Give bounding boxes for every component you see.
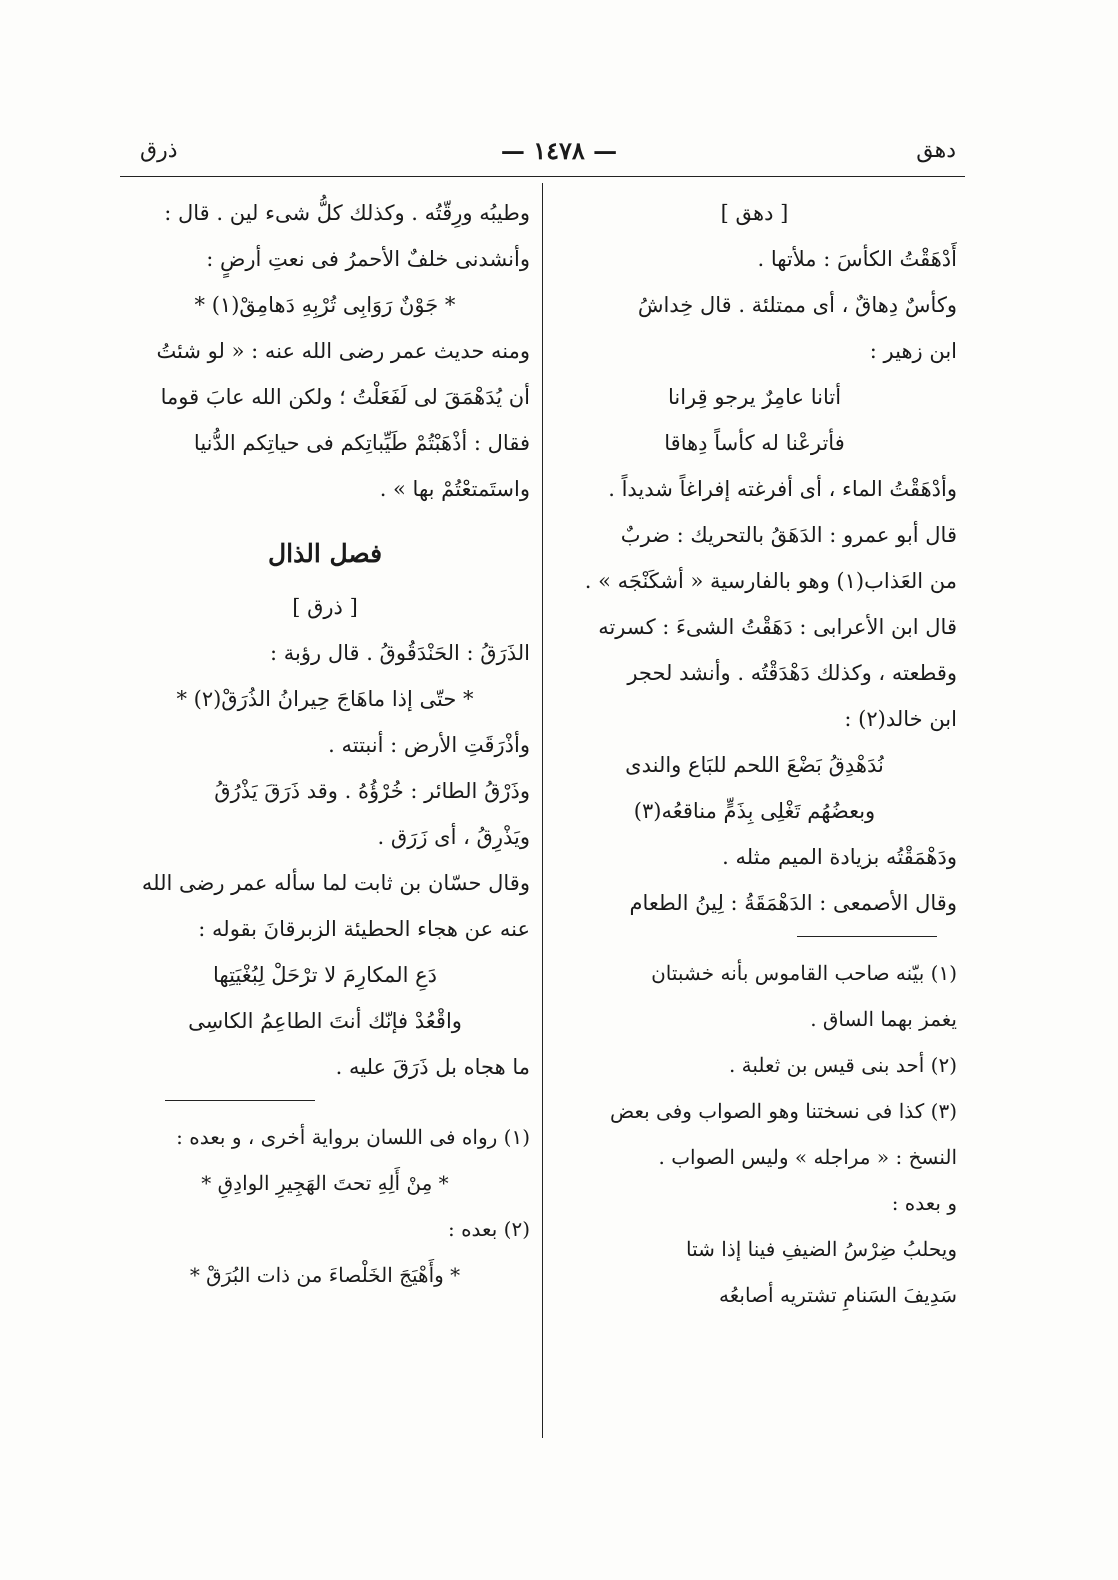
- footnote-line: (٢) أحد بنى قيس بن ثعلبة .: [728, 1053, 957, 1077]
- footnote-line: يغمز بهما الساق .: [810, 1007, 957, 1031]
- text-line: وقال الأصمعى : الدَهْمَقَةُ : لِينُ الطعام: [629, 891, 957, 915]
- footnote-line: * وأَهْيَجَ الخَلْصاءَ من ذات البُرَقْ *: [189, 1263, 461, 1287]
- right-column: [552, 190, 957, 1318]
- left-column: [120, 190, 530, 1298]
- text-line: ما هجاه بل ذَرَقَ عليه .: [335, 1055, 530, 1079]
- text-line: وأدْهَقْتُ الماء ، أى أفرغته إفراغاً شديداً .: [608, 477, 957, 501]
- text-line: الذَرَقُ : الحَنْدَقُوقُ . قال رؤبة :: [270, 641, 530, 665]
- text-line: قال ابن الأعرابى : دَهَقْتُ الشىءَ : كسرته: [598, 615, 957, 639]
- text-line: وقطعته ، وكذلك دَهْدَقْتُه . وأنشد لحجر: [627, 661, 957, 685]
- text-line: وذَرْقُ الطائر : خُرْؤُهُ . وقد ذَرَقَ يَذْرُقُ: [214, 779, 530, 803]
- text-line: أن يُدَهْمَقَ لى لَفَعَلْتُ ؛ ولكن الله عابَ قوما: [160, 385, 530, 409]
- text-line: فقال : أذْهَبْتُمْ طَيِّباتِكم فى حياتِكم الدُّنيا: [193, 431, 530, 455]
- header-rule: [120, 176, 965, 177]
- verse-line: واقْعُدْ فإنّك أنتَ الطاعِمُ الكاسِى: [188, 1009, 462, 1033]
- verse-line: فأترعْنا له كأساً دِهاقا: [664, 431, 845, 455]
- footnote-rule: [120, 1090, 530, 1114]
- footnote-line: و بعده :: [891, 1191, 957, 1215]
- verse-line: دَعِ المكارِمَ لا ترْحَلْ لِبُغْيَتِها: [212, 963, 437, 987]
- text-line: واستَمتعْتُمْ بها » .: [379, 477, 530, 501]
- verse-line: * حتّى إذا ماهَاجَ حِيرانُ الذُرَقْ(٢) *: [176, 687, 474, 711]
- verse-line: * جَوْنٌ رَوَابِى تُرْبِهِ دَهامِقْ(١) *: [194, 293, 456, 317]
- text-line: وطيبُه ورِقّتُه . وكذلك كلُّ شىء لين . قال :: [164, 201, 530, 225]
- footnote-line: (١) رواه فى اللسان برواية أخرى ، و بعده :: [176, 1125, 530, 1149]
- footnote-line: (٢) بعده :: [447, 1217, 530, 1241]
- footnote-line: (١) بيّنه صاحب القاموس بأنه خشبتان: [651, 961, 957, 985]
- text-line: ومنه حديث عمر رضى الله عنه : « لو شئتُ: [156, 339, 530, 363]
- verse-line: نُدَهْدِقُ بَضْعَ اللحم للبَاع والندى: [625, 753, 884, 777]
- footnote-line: * مِنْ أَلِهِ تحتَ الهَجِيرِ الوادِقِ *: [201, 1171, 449, 1195]
- header-right-word: دهق: [916, 138, 956, 163]
- text-line: ودَهْمَقْتُه بزيادة الميم مثله .: [722, 845, 957, 869]
- text-line: وكأسٌ دِهاقٌ ، أى ممتلئة . قال خِداشُ: [637, 293, 957, 317]
- entry-heading-dahaq: [ دهق ]: [720, 201, 789, 225]
- footnote-line: سَدِيفَ السَنامِ تشتريه أصابعُه: [719, 1283, 957, 1307]
- column-divider: [542, 183, 543, 1438]
- section-title: فصل الذال: [267, 539, 383, 568]
- text-line: أَدْهَقْتُ الكأسَ : ملأتها .: [757, 247, 957, 271]
- verse-line: أتانا عامِرٌ يرجو قِرانا: [667, 385, 842, 409]
- text-line: من العَذاب(١) وهو بالفارسية « أشكَنْجَه » .: [584, 569, 957, 593]
- text-line: ابن زهير :: [869, 339, 957, 363]
- verse-line: وبعضُهُم تَغْلِى بِذَمٍّ مناقعُه(٣): [633, 799, 876, 823]
- footnote-line: ويحلبُ ضِرْسُ الضيفِ فينا إذا شتا: [686, 1237, 957, 1261]
- entry-heading-dharaq: [ ذرق ]: [292, 595, 358, 619]
- text-line: وأذْرَقَتِ الأرض : أنبتته .: [328, 733, 530, 757]
- page-number: — ١٤٧٨ —: [500, 136, 618, 165]
- header-left-word: ذرق: [140, 138, 178, 163]
- text-line: عنه عن هجاء الحطيئة الزبرقانَ بقوله :: [198, 917, 530, 941]
- footnote-line: النسخ : « مراجله » وليس الصواب .: [658, 1145, 957, 1169]
- text-line: وقال حسّان بن ثابت لما سأله عمر رضى الله: [141, 871, 530, 895]
- text-line: ويَذْرِقُ ، أى زَرَق .: [377, 825, 530, 849]
- footnote-rule: [552, 926, 957, 950]
- text-line: قال أبو عمرو : الدَهَقُ بالتحريك : ضربٌ: [620, 523, 957, 547]
- text-line: وأنشدنى خلفٌ الأحمرُ فى نعتِ أرضٍ :: [206, 247, 530, 271]
- footnote-line: (٣) كذا فى نسختنا وهو الصواب وفى بعض: [609, 1099, 957, 1123]
- text-line: ابن خالد(٢) :: [844, 707, 957, 731]
